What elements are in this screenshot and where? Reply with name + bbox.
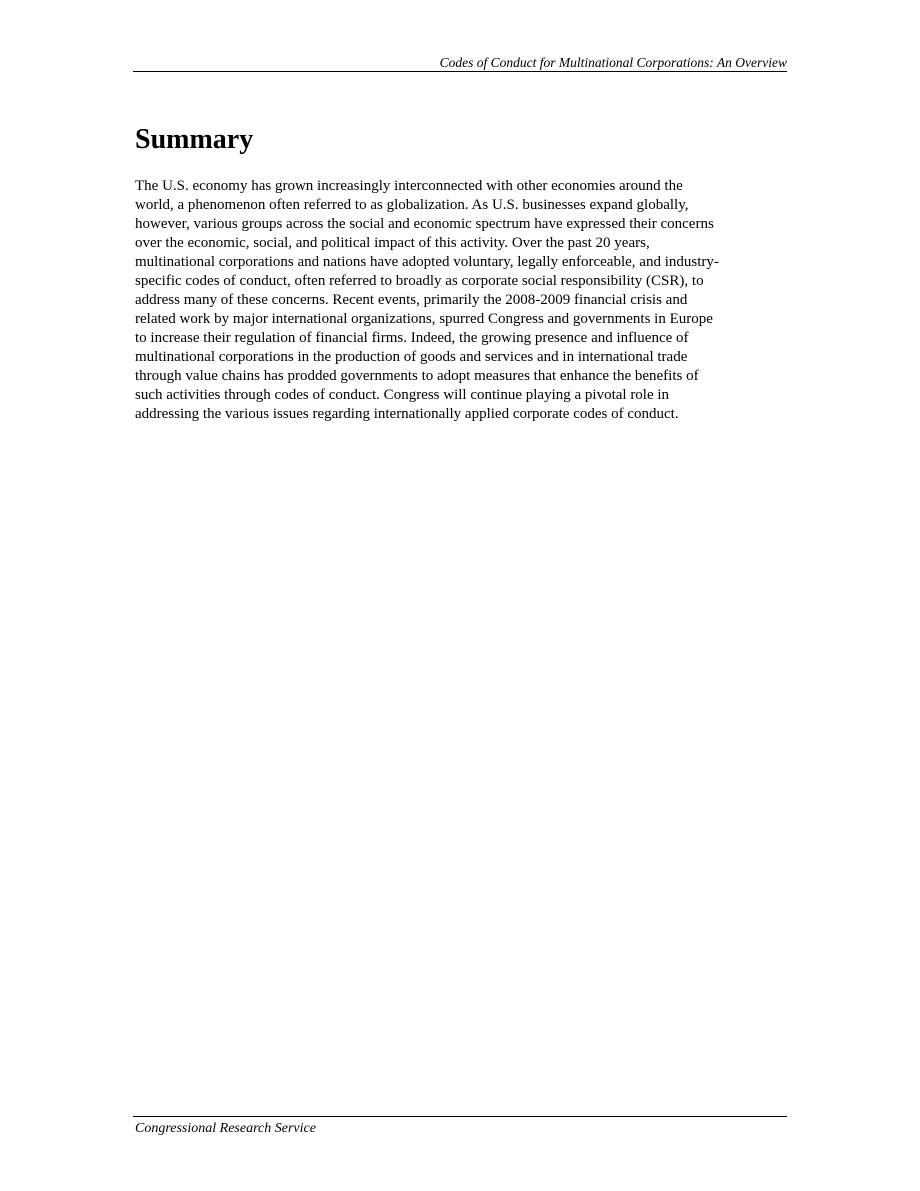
summary-line: to increase their regulation of financial firms. Indeed, the growing presence and influence of bbox=[135, 330, 689, 346]
running-header: Codes of Conduct for Multinational Corporations: An Overview bbox=[439, 55, 787, 70]
footer-divider bbox=[133, 1116, 787, 1117]
summary-line: addressing the various issues regarding internationally applied corporate codes of conduct. bbox=[135, 406, 679, 422]
summary-paragraph bbox=[135, 177, 719, 424]
summary-line: The U.S. economy has grown increasingly interconnected with other economies around the bbox=[135, 178, 683, 194]
summary-line: specific codes of conduct, often referred to broadly as corporate social responsibility (CSR), to bbox=[135, 273, 704, 289]
section-heading: Summary bbox=[135, 124, 254, 155]
summary-line: such activities through codes of conduct. Congress will continue playing a pivotal role in bbox=[135, 387, 670, 403]
summary-line: multinational corporations in the production of goods and services and in international trade bbox=[135, 349, 688, 365]
summary-line: related work by major international organizations, spurred Congress and governments in Europe bbox=[135, 311, 713, 327]
summary-line: address many of these concerns. Recent events, primarily the 2008-2009 financial crisis and bbox=[135, 292, 688, 308]
summary-line: over the economic, social, and political impact of this activity. Over the past 20 years, bbox=[135, 235, 650, 251]
summary-line: multinational corporations and nations have adopted voluntary, legally enforceable, and industry- bbox=[135, 254, 719, 270]
summary-line: through value chains has prodded governments to adopt measures that enhance the benefits of bbox=[135, 368, 699, 384]
summary-line: however, various groups across the social and economic spectrum have expressed their concerns bbox=[135, 216, 714, 232]
summary-line: world, a phenomenon often referred to as globalization. As U.S. businesses expand globally, bbox=[135, 197, 689, 213]
header-divider bbox=[133, 71, 787, 72]
running-footer: Congressional Research Service bbox=[135, 1121, 316, 1136]
